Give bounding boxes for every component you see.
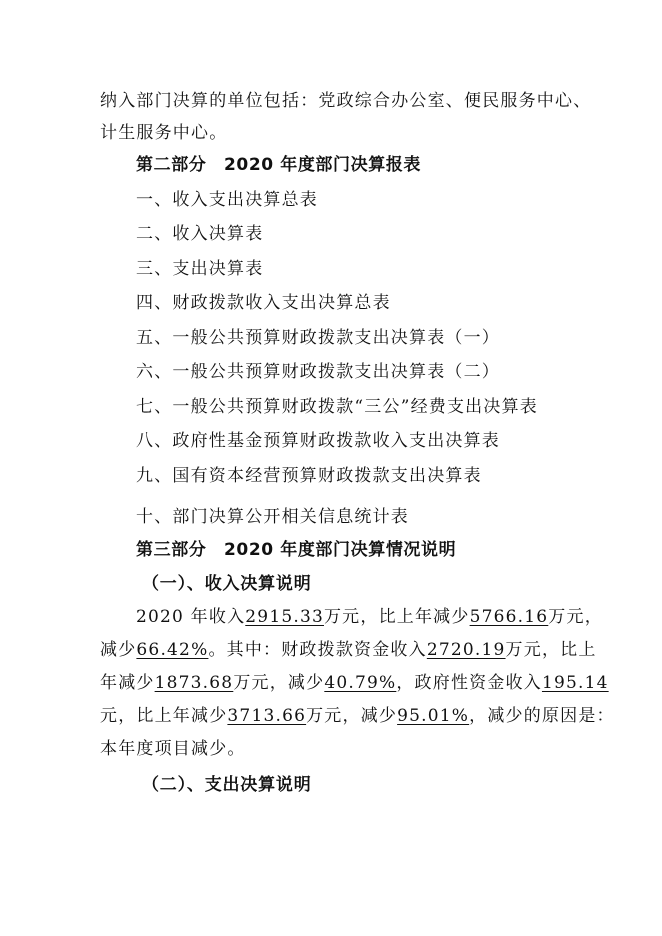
income-para-line-4 (100, 704, 615, 728)
toc-item-5: 五、一般公共预算财政拨款支出决算表（一） (136, 328, 500, 348)
part2-title: 第二部分 2020 年度部门决算报表 (136, 155, 422, 175)
toc-item-2: 二、收入决算表 (136, 224, 264, 244)
toc-item-6: 六、一般公共预算财政拨款支出决算表（二） (136, 362, 500, 382)
toc-item-8: 八、政府性基金预算财政拨款收入支出决算表 (136, 431, 500, 451)
expense-section-heading: （二）、支出决算说明 (142, 775, 312, 795)
fiscal-decrease-value: 1873.68 (154, 673, 234, 693)
text: 减少 (100, 640, 137, 660)
text: 年减少 (100, 673, 155, 693)
text: 万元， (548, 607, 603, 627)
text: ，政府性资金收入 (396, 673, 542, 693)
income-para-line-1 (136, 605, 603, 629)
toc-item-1: 一、收入支出决算总表 (136, 190, 318, 210)
income-total-value: 2915.33 (245, 607, 324, 627)
income-section-heading: （一）、收入决算说明 (142, 574, 312, 594)
fiscal-decrease-pct: 40.79% (324, 673, 397, 693)
text: 万元，比上 (505, 640, 597, 660)
part3-title: 第三部分 2020 年度部门决算情况说明 (136, 540, 457, 560)
income-decrease-pct: 66.42% (136, 640, 209, 660)
income-para-line-3 (100, 671, 609, 695)
gov-fund-decrease-value: 3713.66 (227, 706, 307, 726)
intro-line-2: 计生服务中心。 (100, 123, 228, 143)
gov-fund-decrease-pct: 95.01% (397, 706, 470, 726)
text: 元，比上年减少 (100, 706, 228, 726)
income-para-line-5: 本年度项目减少。 (100, 739, 246, 759)
gov-fund-income-value: 195.14 (541, 673, 609, 693)
text: 万元，比上年减少 (323, 607, 470, 627)
income-decrease-value: 5766.16 (469, 607, 549, 627)
toc-item-4: 四、财政拨款收入支出决算总表 (136, 293, 391, 313)
toc-item-9: 九、国有资本经营预算财政拨款支出决算表 (136, 466, 482, 486)
text: 万元，减少 (233, 673, 325, 693)
toc-item-3: 三、支出决算表 (136, 259, 264, 279)
text: 万元，减少 (306, 706, 398, 726)
toc-item-10: 十、部门决算公开相关信息统计表 (136, 507, 409, 527)
fiscal-income-value: 2720.19 (426, 640, 506, 660)
toc-item-7: 七、一般公共预算财政拨款“三公”经费支出决算表 (136, 397, 538, 417)
income-para-line-2 (100, 638, 597, 662)
text: 2020 年收入 (136, 607, 246, 627)
intro-line-1: 纳入部门决算的单位包括：党政综合办公室、便民服务中心、 (100, 91, 592, 111)
text: ，减少的原因是： (469, 706, 615, 726)
text: 。其中：财政拨款资金收入 (208, 640, 427, 660)
